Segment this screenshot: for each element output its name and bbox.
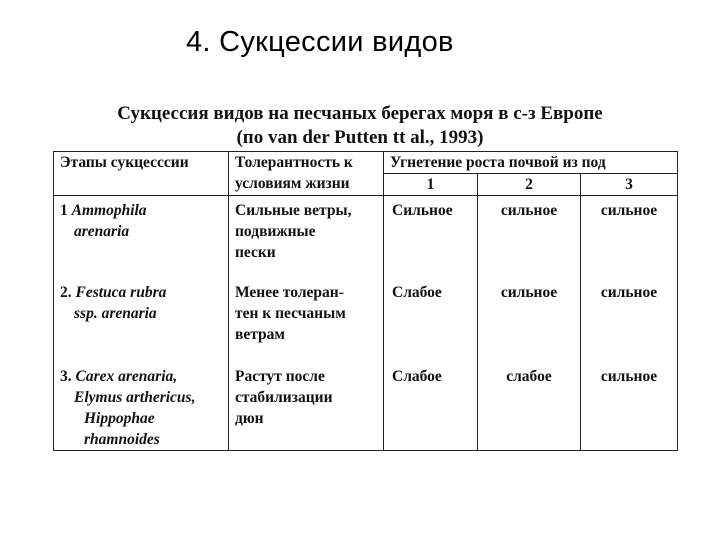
table-row bbox=[54, 280, 678, 364]
stage-cell bbox=[54, 364, 229, 451]
inhibition-value-2: сильное bbox=[478, 196, 581, 281]
header-tolerance-line2: условиям жизни bbox=[235, 175, 350, 192]
inhibition-value-2: сильное bbox=[478, 280, 581, 364]
stage-line bbox=[60, 200, 222, 221]
stage-line bbox=[60, 366, 222, 387]
species-name: ssp. arenaria bbox=[74, 305, 157, 322]
table-row bbox=[54, 196, 678, 281]
tolerance-line: дюн bbox=[235, 410, 264, 427]
inhibition-value-3: сильное bbox=[581, 364, 678, 451]
inhibition-value-3: сильное bbox=[581, 280, 678, 364]
slide-title: 4. Сукцессии видов bbox=[186, 26, 454, 58]
header-inhibition: Угнетение роста почвой из под bbox=[384, 152, 678, 174]
species-name: Carex arenaria, bbox=[75, 368, 178, 385]
inhibition-value-2: слабое bbox=[478, 364, 581, 451]
header-tolerance bbox=[229, 152, 384, 196]
header-num-1: 1 bbox=[384, 174, 478, 196]
inhibition-value-3: сильное bbox=[581, 196, 678, 281]
tolerance-cell bbox=[229, 280, 384, 364]
tolerance-line: Менее толеран- bbox=[235, 284, 344, 301]
species-name: Ammophila bbox=[71, 202, 147, 219]
stage-line bbox=[60, 282, 222, 303]
species-name: rhamnoides bbox=[84, 431, 160, 448]
tolerance-line: пески bbox=[235, 244, 276, 261]
stage-number: 2. bbox=[60, 284, 72, 301]
tolerance-line: ветрам bbox=[235, 326, 285, 343]
stage-number: 3. bbox=[60, 368, 72, 385]
header-num-2: 2 bbox=[478, 174, 581, 196]
species-name: arenaria bbox=[74, 223, 130, 240]
stage-cell bbox=[54, 280, 229, 364]
stage-number: 1 bbox=[60, 202, 68, 219]
table-caption-line2: (по van der Putten tt al., 1993) bbox=[236, 127, 484, 148]
tolerance-line: Растут после bbox=[235, 368, 325, 385]
inhibition-value-1: Слабое bbox=[384, 364, 478, 451]
tolerance-line: тен к песчаным bbox=[235, 305, 346, 322]
header-num-3: 3 bbox=[581, 174, 678, 196]
stage-cell bbox=[54, 196, 229, 281]
tolerance-line: подвижные bbox=[235, 223, 316, 240]
inhibition-value-1: Сильное bbox=[384, 196, 478, 281]
header-stages: Этапы сукцесссии bbox=[54, 152, 229, 196]
tolerance-cell bbox=[229, 196, 384, 281]
tolerance-line: Сильные ветры, bbox=[235, 202, 352, 219]
inhibition-value-1: Слабое bbox=[384, 280, 478, 364]
table-row bbox=[54, 364, 678, 451]
species-name: Hippophae bbox=[84, 410, 155, 427]
table-caption-line1: Сукцессия видов на песчаных берегах моря в с-з Европе bbox=[117, 103, 603, 124]
succession-table bbox=[53, 151, 678, 451]
tolerance-cell bbox=[229, 364, 384, 451]
species-name: Elymus arthericus, bbox=[74, 389, 196, 406]
species-name: Festuca rubra bbox=[75, 284, 167, 301]
header-tolerance-line1: Толерантность к bbox=[235, 154, 353, 171]
header-row bbox=[54, 152, 678, 174]
tolerance-line: стабилизации bbox=[235, 389, 333, 406]
